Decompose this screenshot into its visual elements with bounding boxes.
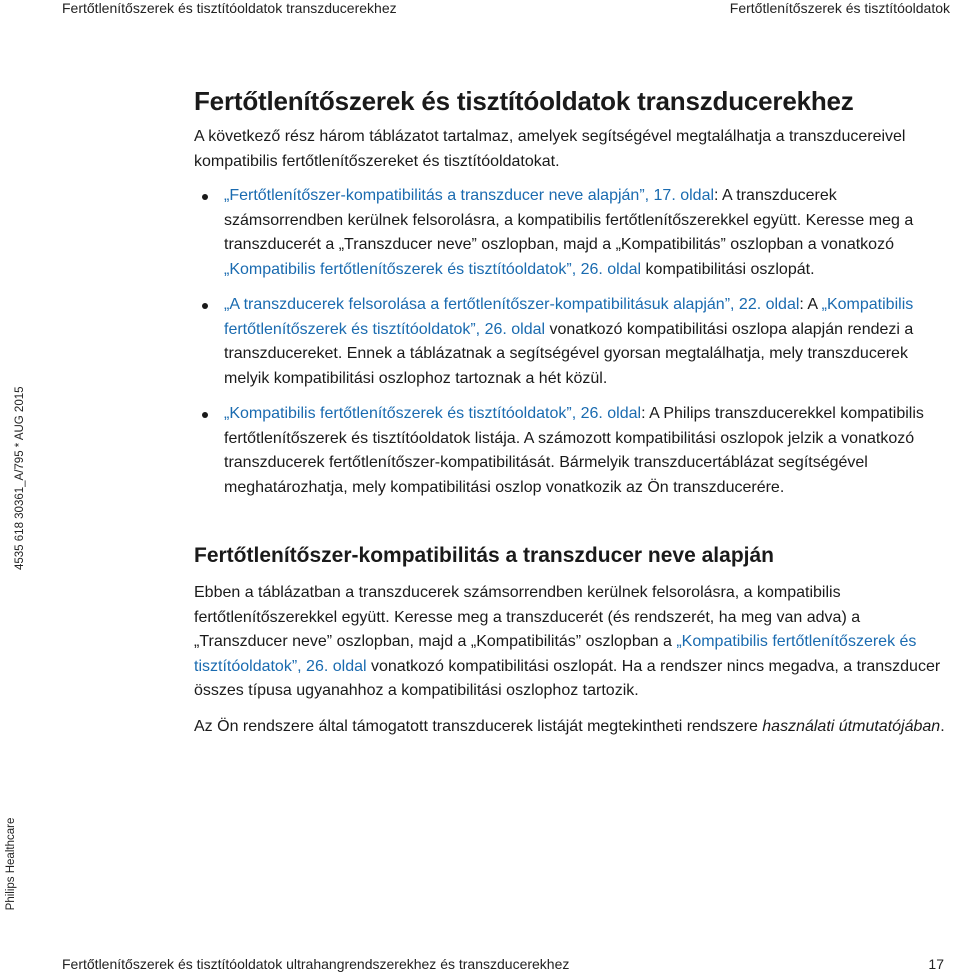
running-footer: Fertőtlenítőszerek és tisztítóoldatok ultrahangrendszerekhez és transzducerekhez: [62, 956, 570, 972]
list-item: [194, 184, 946, 282]
paragraph-text: Ebben a táblázatban a transzducerek számsorrendben kerülnek felsorolásra, a kompatibilis fertőtlenítőszerekkel együtt. Keresse meg a transzducerét (és rendszerét, ha meg van adva) a „Transzducer neve” oszlopban, majd a „Kompatibilitás” oszlopban a: [194, 584, 861, 650]
bullet-icon: [202, 303, 208, 309]
list-item: [194, 293, 946, 391]
paragraph-text: vonatkozó kompatibilitási oszlopát. Ha a rendszer nincs megadva, a transzducer összes típusa ugyanahhoz a kompatibilitási oszlophoz tartozik.: [194, 657, 941, 699]
list-item-text: vonatkozó kompatibilitási oszlopa alapján rendezi a transzducereket. Ennek a táblázatnak a segítségével gyorsan megtalálhatja, mely transzducerek melyik kompatibilitási oszlophoz tartoznak a hét közül.: [224, 320, 914, 387]
main-content: [194, 86, 946, 739]
bullet-icon: [202, 412, 208, 418]
intro-paragraph: A következő rész három táblázatot tartalmaz, amelyek segítségével megtalálhatja a transzducereivel kompatibilis fertőtlenítőszereket és tisztítóoldatokat.: [194, 128, 906, 170]
document-code: 4535 618 30361_A/795 * AUG 2015: [14, 386, 26, 570]
cross-reference-link[interactable]: „Kompatibilis fertőtlenítőszerek és tisztítóoldatok”, 26. oldal: [194, 633, 917, 675]
list-item-text: : A Philips transzducerekkel kompatibilis fertőtlenítőszerek és tisztítóoldatok listája. A számozott kompatibilitási oszlopok jelzik a vonatkozó transzducerek fertőtlenítőszer-kompatibilitását. Bármelyik transzducertáblázat segítségével meghatározhatja, mely kompatibilitási oszlop vonatkozik az Ön transzducerére.: [224, 405, 924, 496]
cross-reference-link[interactable]: „A transzducerek felsorolása a fertőtlenítőszer-kompatibilitásuk alapján”, 22. oldal: [224, 296, 800, 313]
list-item: [194, 402, 946, 500]
list-item-text: : A transzducerek számsorrendben kerülnek felsorolásra, a kompatibilis fertőtlenítőszerekkel együtt. Keresse meg a transzducerét a „Transzducer neve” oszlopban, majd a „Kompatibilitás” oszlopban a vonatkozó: [224, 187, 914, 253]
cross-reference-link[interactable]: „Kompatibilis fertőtlenítőszerek és tisztítóoldatok”, 26. oldal: [224, 405, 642, 422]
company-name: Philips Healthcare: [5, 817, 17, 911]
list-item-text: kompatibilitási oszlopát.: [641, 260, 815, 278]
section-paragraph: [194, 581, 946, 704]
section-paragraph: [194, 715, 946, 740]
cross-reference-link[interactable]: „Kompatibilis fertőtlenítőszerek és tisztítóoldatok”, 26. oldal: [224, 296, 914, 338]
page-number: 17: [928, 956, 944, 972]
running-header-right: Fertőtlenítőszerek és tisztítóoldatok: [729, 0, 950, 16]
cross-reference-link[interactable]: „Kompatibilis fertőtlenítőszerek és tisztítóoldatok”, 26. oldal: [224, 260, 642, 278]
bullet-icon: [202, 194, 208, 200]
paragraph-text: Az Ön rendszere által támogatott transzducerek listáját megtekintheti rendszere: [194, 717, 763, 735]
section-heading: Fertőtlenítőszer-kompatibilitás a transzducer neve alapján: [194, 544, 774, 567]
paragraph-text: .: [940, 717, 945, 735]
list-item-text: : A: [799, 296, 822, 313]
table-list: [194, 184, 946, 500]
manual-reference: használati útmutatójában: [762, 717, 941, 735]
running-header-left: Fertőtlenítőszerek és tisztítóoldatok transzducerekhez: [62, 0, 397, 16]
page-title: Fertőtlenítőszerek és tisztítóoldatok transzducerekhez: [194, 86, 854, 116]
cross-reference-link[interactable]: „Fertőtlenítőszer-kompatibilitás a transzducer neve alapján”, 17. oldal: [224, 187, 715, 204]
